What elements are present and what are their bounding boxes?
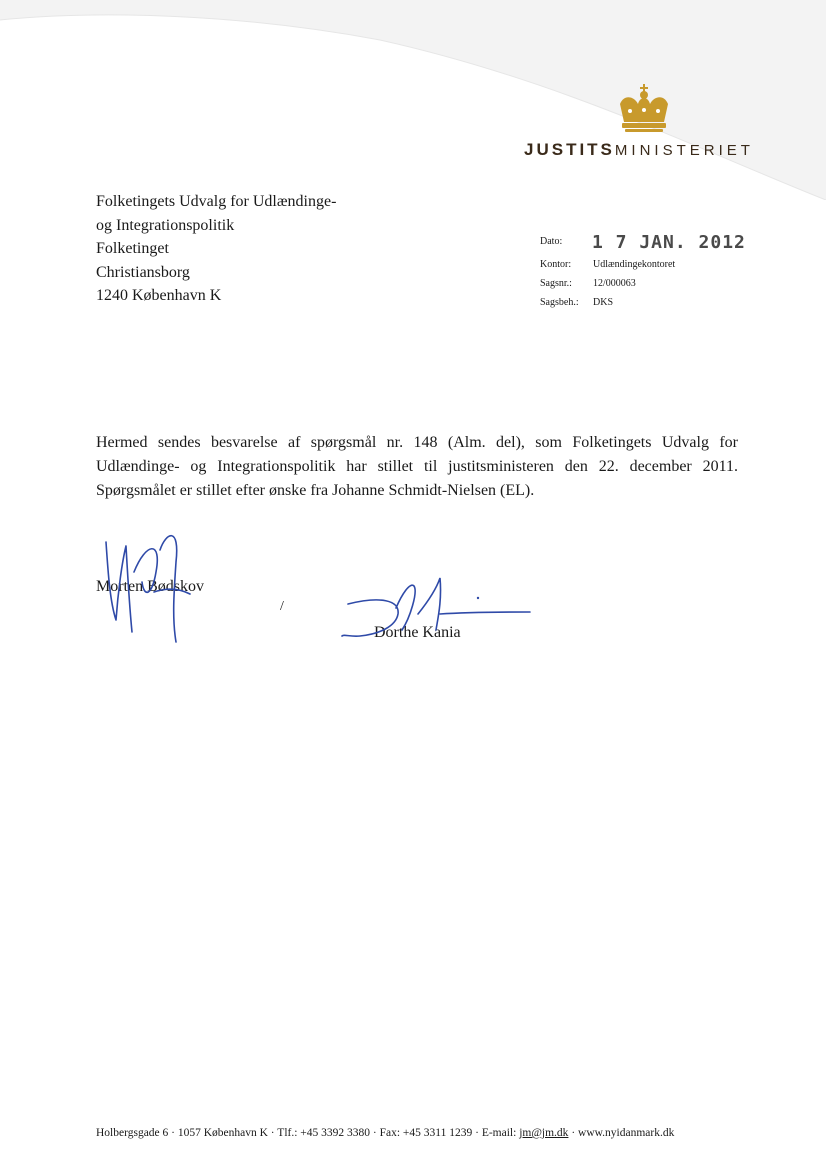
- footer-email-link[interactable]: jm@jm.dk: [519, 1127, 569, 1139]
- case-number-value: 12/000063: [593, 278, 636, 289]
- handler-value: DKS: [593, 297, 614, 308]
- address-line: og Integrationspolitik: [96, 216, 235, 234]
- signature-separator: /: [280, 599, 284, 614]
- case-number-label: Sagsnr.:: [540, 278, 572, 289]
- letter-body: Hermed sendes besvarelse af spørgsmål nr. 148 (Alm. del), som Folketingets Udvalg for Udlændinge- og Integrationspolitik har stillet til justitsministeren den 22. december 2011. Spørgsmålet er stillet efter ønske fra Johanne Schmidt-Nielsen (EL).: [96, 434, 738, 499]
- signatory-left-name: Morten Bødskov: [96, 578, 204, 595]
- address-line: 1240 København K: [96, 287, 222, 304]
- address-line: Christiansborg: [96, 263, 190, 281]
- handler-label: Sagsbeh.:: [540, 297, 579, 308]
- crown-logo-icon: [614, 84, 674, 134]
- date-label: Dato:: [540, 236, 563, 247]
- ministry-wordmark-light: MINISTERIET: [614, 142, 754, 159]
- office-value: Udlændingekontoret: [593, 259, 676, 270]
- signatory-right-name: Dorthe Kania: [374, 624, 461, 641]
- recipient-address: [96, 190, 336, 308]
- address-line: Folketinget: [96, 240, 169, 257]
- footer-address: Holbergsgade 6 · 1057 København K · Tlf.: +45 3392 3380 · Fax: +45 3311 1239 · E-mail:: [96, 1127, 520, 1139]
- footer-contact: [96, 1127, 674, 1139]
- ministry-wordmark-bold: JUSTITS: [524, 140, 615, 159]
- office-label: Kontor:: [540, 259, 572, 270]
- footer-website: · www.nyidanmark.dk: [568, 1127, 675, 1139]
- letterhead-swoosh: [0, 0, 826, 200]
- date-stamp: 1 7 JAN. 2012: [592, 232, 746, 253]
- address-line: Folketingets Udvalg for Udlændinge-: [96, 193, 337, 210]
- ministry-wordmark: [524, 140, 754, 160]
